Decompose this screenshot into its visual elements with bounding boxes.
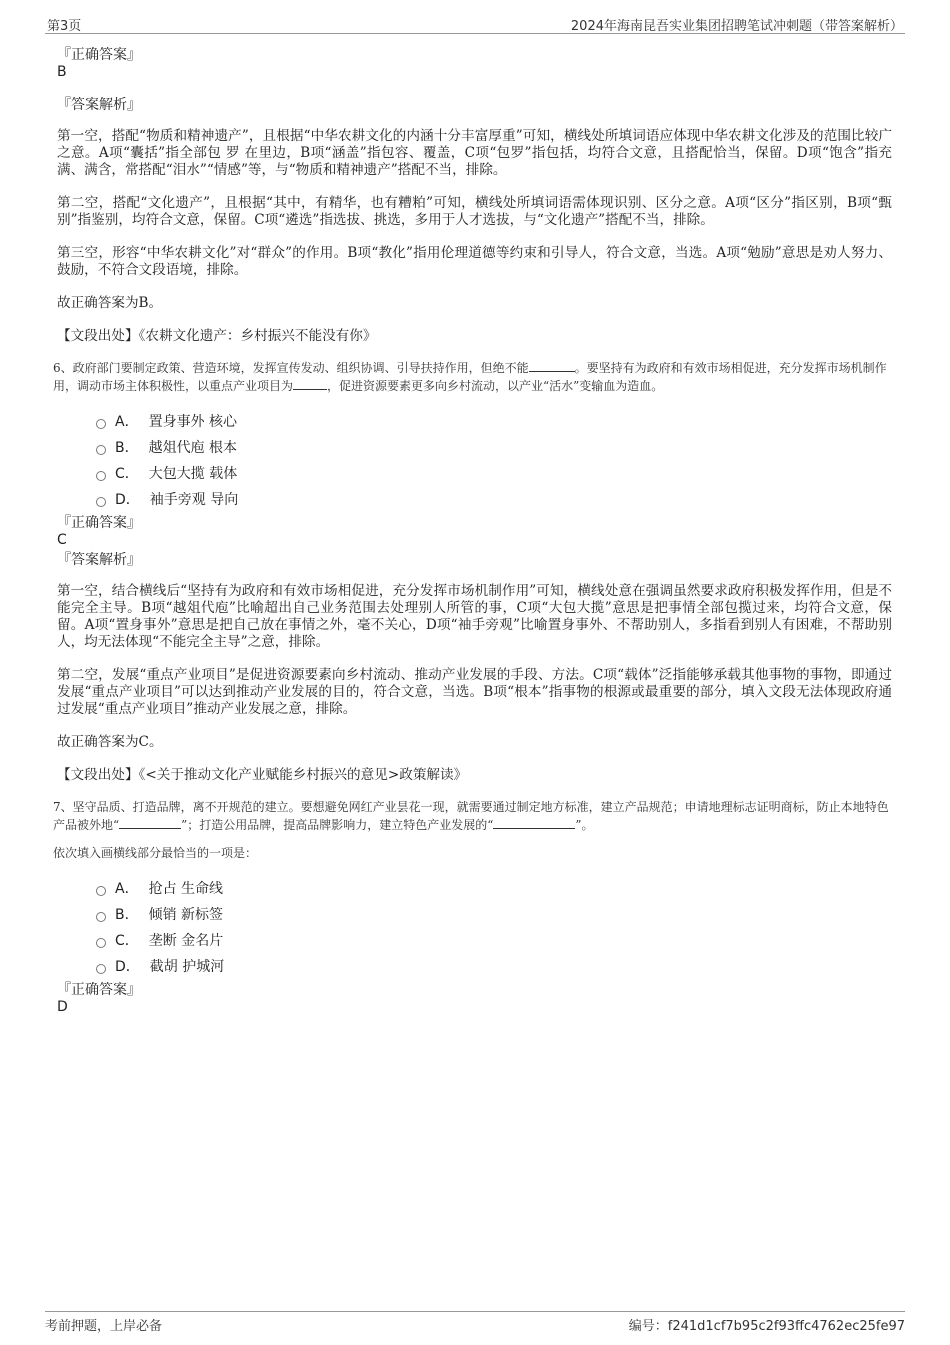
radio-icon[interactable] bbox=[96, 471, 106, 481]
analysis-paragraph: 第二空，发展“重点产业项目”是促进资源要素向乡村流动、推动产业发展的手段、方法。C项“载体”泛指能够承载其他事物的事物，即通过发展“重点产业项目”可以达到推动产业发展的目的，符合文意，当选。B项“根本”指事物的根源或最重要的部分，填入文段无法体现政府通过发展“重点产业项目”推动产业发展之意，排除。 bbox=[57, 667, 892, 717]
option-list bbox=[57, 876, 892, 980]
analysis-label: 『答案解析』 bbox=[57, 97, 141, 113]
option-c[interactable]: C． 大包大揽 载体 bbox=[96, 461, 892, 487]
option-a[interactable]: A． 置身事外 核心 bbox=[96, 409, 892, 435]
question-prompt: 依次填入画横线部分最恰当的一项是： bbox=[53, 846, 258, 860]
correct-answer: D bbox=[57, 999, 68, 1015]
question-stem: 7、坚守品质、打造品牌，离不开规范的建立。要想避免网红产业昙花一现，就需要通过制定地方标准，建立产品规范；申请地理标志证明商标，防止本地特色产品被外地“ ”；打造公用品牌，提高品牌影响力，建立特色产业发展的“ ”。 bbox=[53, 800, 889, 832]
analysis-paragraph: 第一空，搭配“物质和精神遗产”，且根据“中华农耕文化的内涵十分丰富厚重”可知，横线处所填词语应体现中华农耕文化涉及的范围比较广之意。A项“囊括”指全部包 罗 在里边，B项“涵盖”指包容、覆盖，C项“包罗”指包括，均符合文意，且搭配恰当，保留。D项“饱含”指充满、满含，常搭配“泪水”“情感”等，与“物质和精神遗产”搭配不当，排除。 bbox=[57, 128, 892, 178]
option-b[interactable]: B． 越俎代庖 根本 bbox=[96, 435, 892, 461]
page-footer bbox=[45, 1311, 905, 1334]
answer-blank bbox=[293, 377, 327, 390]
analysis-paragraph: 第二空，搭配“文化遗产”，且根据“其中，有精华，也有糟粕”可知，横线处所填词语需体现识别、区分之意。A项“区分”指区别，B项“甄别”指鉴别，均符合文意，保留。C项“遴选”指选拔、挑选，多用于人才选拔，与“文化遗产”搭配不当，排除。 bbox=[57, 195, 892, 228]
analysis-paragraph: 第三空，形容“中华农耕文化”对“群众”的作用。B项“教化”指用伦理道德等约束和引导人，符合文意，当选。A项“勉励”意思是劝人努力、鼓励，不符合文段语境，排除。 bbox=[57, 245, 892, 278]
radio-icon[interactable] bbox=[96, 886, 106, 896]
document-title: 2024年海南昆吾实业集团招聘笔试冲刺题（带答案解析） bbox=[570, 19, 903, 34]
option-list bbox=[57, 409, 892, 513]
page-number: 第3页 bbox=[47, 19, 82, 34]
radio-icon[interactable] bbox=[96, 912, 106, 922]
answer-blank bbox=[119, 816, 181, 829]
correct-answer: B bbox=[57, 64, 67, 80]
question-stem: 6、政府部门要制定政策、营造环境，发挥宣传发动、组织协调、引导扶持作用，但绝不能 。要坚持有为政府和有效市场相促进，充分发挥市场机制作用，调动市场主体积极性，以重点产业项目为 ，促进资源要素更多向乡村流动，以产业“活水”变输血为造血。 bbox=[53, 361, 887, 393]
footer-slogan: 考前押题，上岸必备 bbox=[45, 1319, 163, 1334]
option-d[interactable]: D． 袖手旁观 导向 bbox=[96, 487, 892, 513]
option-c[interactable]: C． 垄断 金名片 bbox=[96, 928, 892, 954]
radio-icon[interactable] bbox=[96, 419, 106, 429]
analysis-conclusion: 故正确答案为B。 bbox=[57, 295, 163, 311]
radio-icon[interactable] bbox=[96, 497, 106, 507]
analysis-conclusion: 故正确答案为C。 bbox=[57, 734, 163, 750]
correct-answer-label: 『正确答案』 bbox=[57, 515, 141, 531]
source-citation: 【文段出处】《农耕文化遗产：乡村振兴不能没有你》 bbox=[57, 328, 377, 344]
correct-answer-label: 『正确答案』 bbox=[57, 982, 141, 998]
radio-icon[interactable] bbox=[96, 938, 106, 948]
option-b[interactable]: B． 倾销 新标签 bbox=[96, 902, 892, 928]
radio-icon[interactable] bbox=[96, 964, 106, 974]
option-d[interactable]: D． 截胡 护城河 bbox=[96, 954, 892, 980]
page-header bbox=[45, 13, 905, 34]
option-a[interactable]: A． 抢占 生命线 bbox=[96, 876, 892, 902]
source-citation: 【文段出处】《<关于推动文化产业赋能乡村振兴的意见>政策解读》 bbox=[57, 767, 468, 783]
radio-icon[interactable] bbox=[96, 445, 106, 455]
answer-blank bbox=[493, 816, 575, 829]
correct-answer-label: 『正确答案』 bbox=[57, 47, 141, 63]
analysis-label: 『答案解析』 bbox=[57, 552, 141, 568]
answer-blank bbox=[529, 359, 575, 372]
correct-answer: C bbox=[57, 532, 67, 548]
document-id: 编号：f241d1cf7b95c2f93ffc4762ec25fe97 bbox=[628, 1319, 905, 1334]
analysis-paragraph: 第一空，结合横线后“坚持有为政府和有效市场相促进，充分发挥市场机制作用”可知，横线处意在强调虽然要求政府积极发挥作用，但是不能完全主导。B项“越俎代庖”比喻超出自己业务范围去处理别人所管的事，C项“大包大揽”意思是把事情全部包揽过来，均符合文意，保留。A项“置身事外”意思是把自己放在事情之外，毫不关心，D项“袖手旁观”比喻置身事外、不帮助别人，多指看到别人有困难，不帮助别人，均无法体现“不能完全主导”之意，排除。 bbox=[57, 583, 892, 650]
document-content bbox=[53, 47, 892, 1016]
